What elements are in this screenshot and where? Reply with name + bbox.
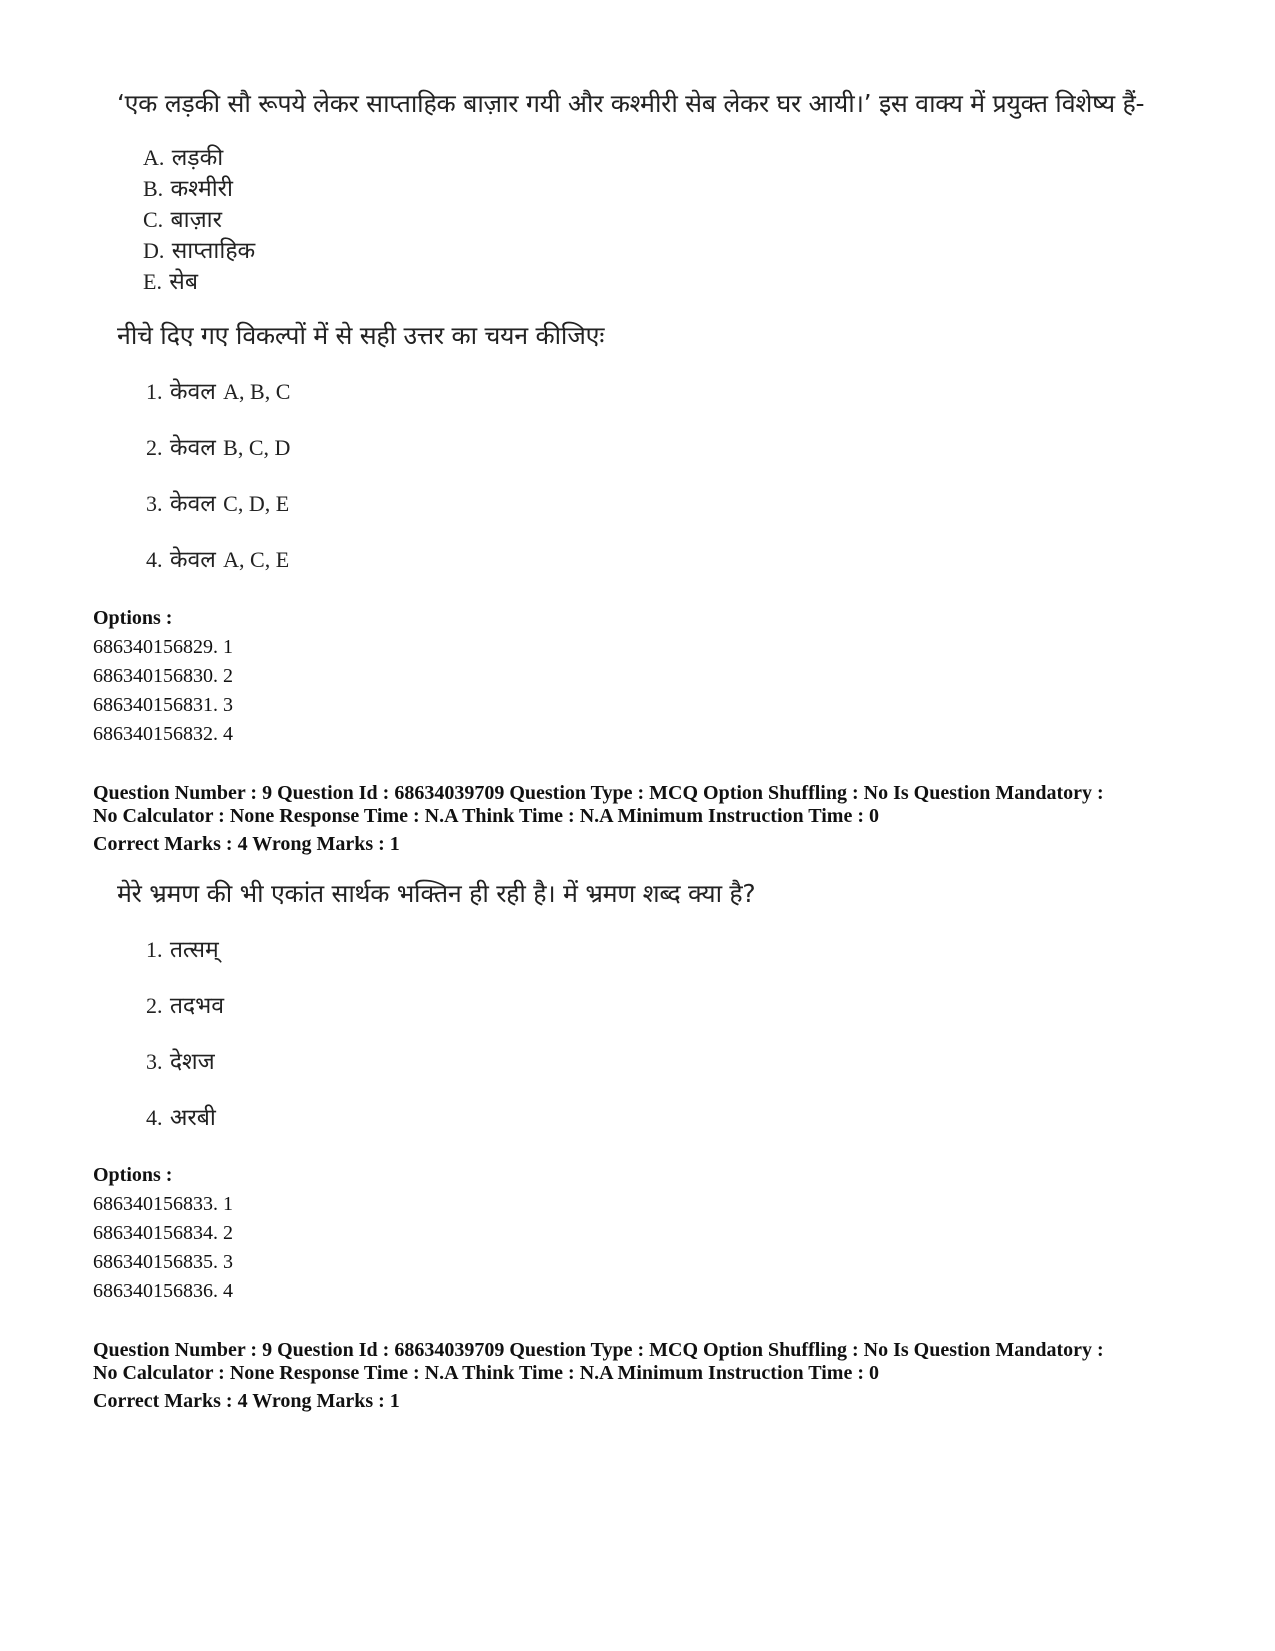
statement-text: सेब <box>169 269 198 295</box>
option-id: 686340156832. 4 <box>93 723 233 745</box>
option-id: 686340156829. 1 <box>93 636 233 658</box>
question-marks: Correct Marks : 4 Wrong Marks : 1 <box>93 1390 400 1412</box>
statement-letter: D. <box>143 238 165 263</box>
option-id: 686340156831. 3 <box>93 694 233 716</box>
options-header: Options : <box>93 1164 173 1186</box>
option-id: 686340156834. 2 <box>93 1222 233 1244</box>
choice-3: 3. देशज <box>146 1049 215 1075</box>
statement-d <box>143 233 255 265</box>
statement-letter: A. <box>143 145 165 170</box>
statement-b <box>143 171 233 203</box>
question-meta-line1: Question Number : 9 Question Id : 68634039709 Question Type : MCQ Option Shuffling : No Is Question Mandatory : <box>93 1339 1104 1361</box>
question-marks: Correct Marks : 4 Wrong Marks : 1 <box>93 833 400 855</box>
option-id: 686340156835. 3 <box>93 1251 233 1273</box>
statement-text: बाज़ार <box>170 207 223 233</box>
option-id: 686340156830. 2 <box>93 665 233 687</box>
choice-1: 1. केवल A, B, C <box>146 379 291 405</box>
statement-letter: B. <box>143 176 164 201</box>
choice-4: 4. केवल A, C, E <box>146 547 290 573</box>
option-id: 686340156833. 1 <box>93 1193 233 1215</box>
question-stem: ‘एक लड़की सौ रूपये लेकर साप्ताहिक बाज़ार गयी और कश्मीरी सेब लेकर घर आयी।’ इस वाक्य में प्रयुक्त विशेष्य हैं- <box>117 89 1145 118</box>
question-meta-line2: No Calculator : None Response Time : N.A Think Time : N.A Minimum Instruction Time : 0 <box>93 805 879 827</box>
option-id: 686340156836. 4 <box>93 1280 233 1302</box>
question-meta-line2: No Calculator : None Response Time : N.A Think Time : N.A Minimum Instruction Time : 0 <box>93 1362 879 1384</box>
choice-1: 1. तत्सम् <box>146 937 219 963</box>
question-instruction: नीचे दिए गए विकल्पों में से सही उत्तर का चयन कीजिएः <box>117 321 605 350</box>
choice-4: 4. अरबी <box>146 1105 216 1131</box>
options-list-2 <box>93 1161 233 1306</box>
statement-letter: C. <box>143 207 164 232</box>
statement-c <box>143 202 222 234</box>
question-stem-2: मेरे भ्रमण की भी एकांत सार्थक भक्तिन ही रही है। में भ्रमण शब्द क्या है? <box>117 879 756 908</box>
statement-text: साप्ताहिक <box>171 238 256 264</box>
options-header: Options : <box>93 607 173 629</box>
options-list <box>93 604 233 749</box>
question-meta-line1: Question Number : 9 Question Id : 68634039709 Question Type : MCQ Option Shuffling : No Is Question Mandatory : <box>93 782 1104 804</box>
statement-a <box>143 140 223 172</box>
choice-3: 3. केवल C, D, E <box>146 491 290 517</box>
choice-2: 2. तदभव <box>146 993 225 1019</box>
statement-text: कश्मीरी <box>170 176 234 202</box>
statement-e <box>143 264 198 296</box>
statement-text: लड़की <box>171 145 224 171</box>
statement-letter: E. <box>143 269 162 294</box>
choice-2: 2. केवल B, C, D <box>146 435 291 461</box>
